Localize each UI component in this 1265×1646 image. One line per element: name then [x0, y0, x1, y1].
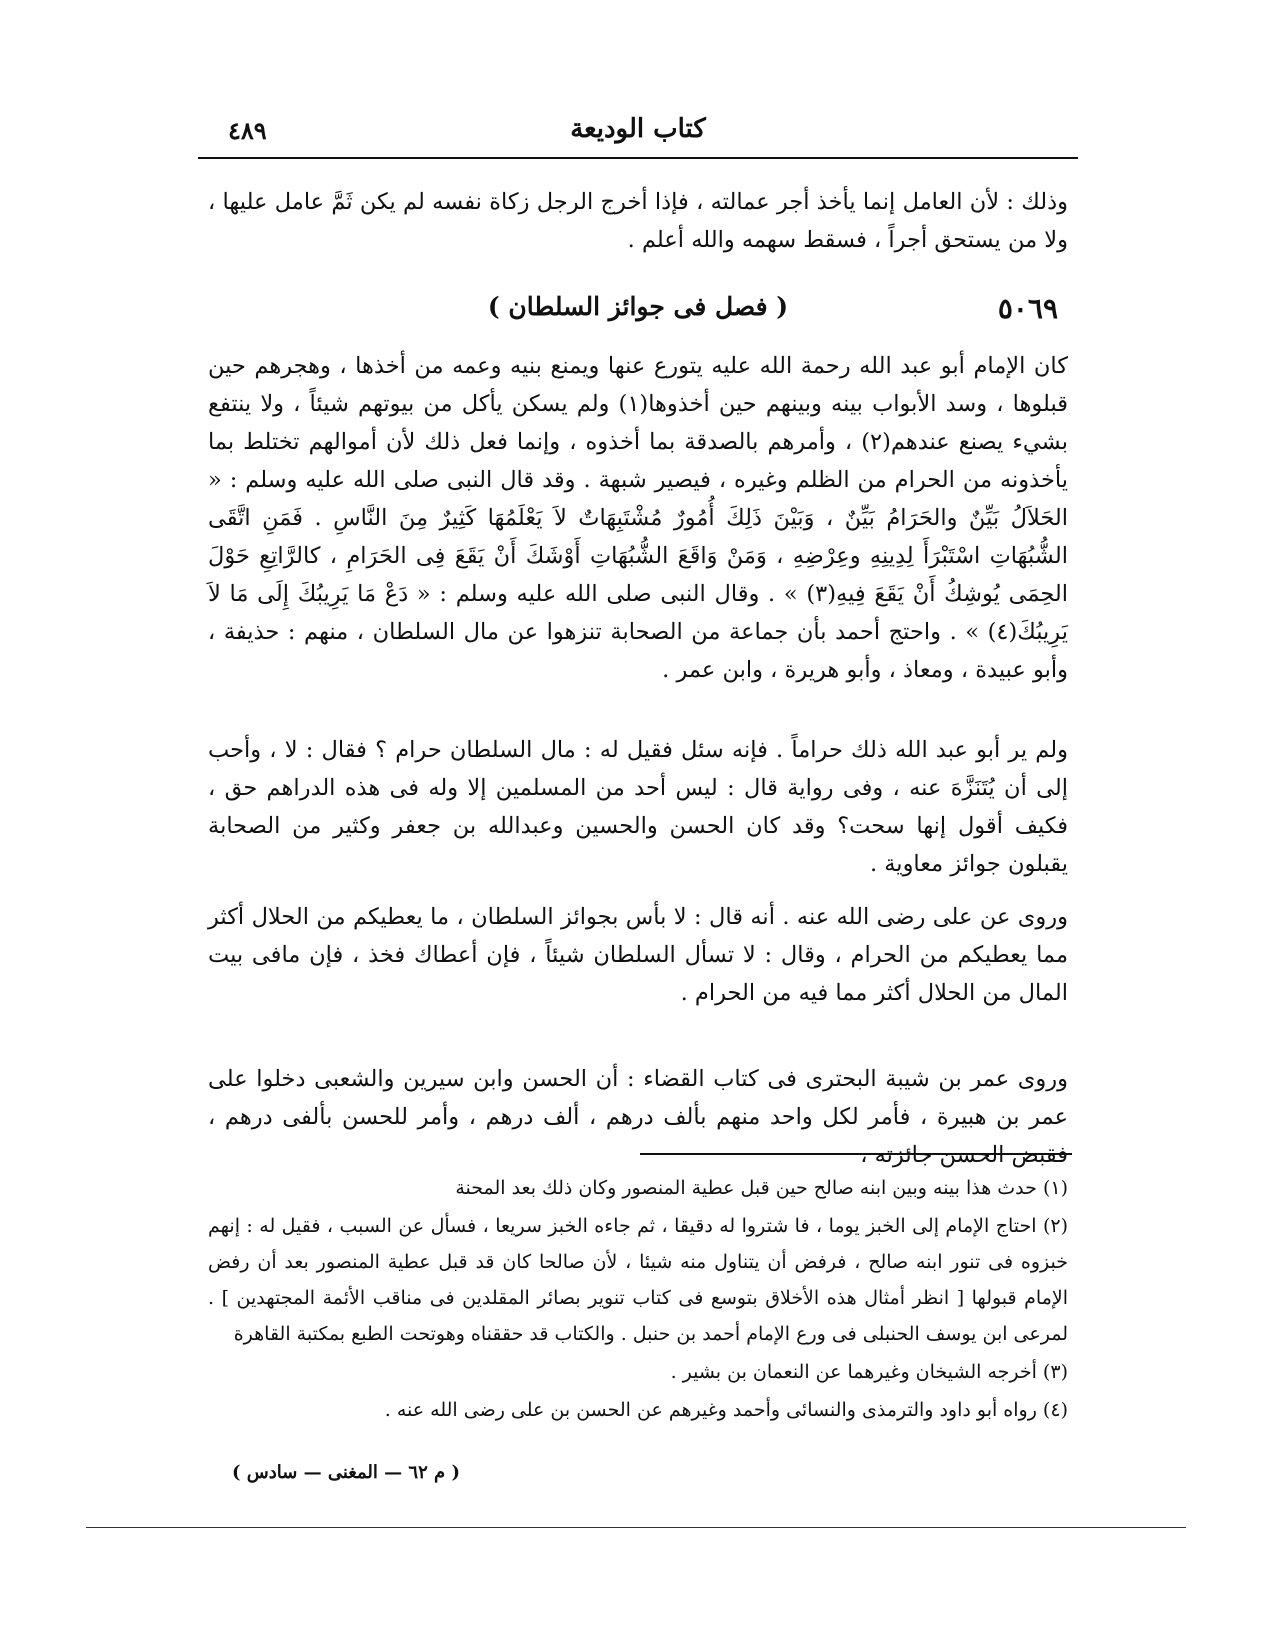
body-paragraph: وروى عمر بن شيبة البحترى فى كتاب القضاء : أن الحسن وابن سيرين والشعبى دخلوا على عمر بن هبيرة ، فأمر لكل واحد منهم بألف درهم ، ألف درهم ، وأمر للحسن بألفى درهم ، فقبض الحسن جائزته ، — [208, 1066, 1068, 1168]
footnote: (٣) أخرجه الشيخان وغيرهما عن النعمان بن بشير . — [670, 1361, 1068, 1383]
page-number: ٤٨٩ — [228, 116, 267, 145]
body-paragraph: كان الإمام أبو عبد الله رحمة الله عليه يتورع عنها ويمنع بنيه وعمه من أخذها ، وهجرهم حين قبلوها ، وسد الأبواب بينه وبينهم حين أخذوها(١) ولم يسكن يأكل من بيوتهم شيئاً ، ولا ينتفع بشيء يصنع عندهم(٢) ، وأمرهم بالصدقة بما أخذوه ، وإنما فعل ذلك لأن أموالهم تختلط بما يأخذونه من الحرام من الظلم وغيره ، فيصير شبهة . وقد قال النبى صلى الله عليه وسلم : « الحَلاَلُ بَيِّنٌ والحَرَامُ بَيِّنٌ ، وَبَيْنَ ذَلِكَ أُمُورٌ مُشْتَبِهَاتٌ لاَ يَعْلَمُهَا كَثِيرٌ مِنَ النَّاسِ . فَمَنِ اتَّقَى الشُّبُهَاتِ اسْتَبْرَأَ لِدِينِهِ وعِرْضِهِ ، وَمَنْ وَاقَعَ الشُّبُهَاتِ أَوْشَكَ أَنْ يَقَعَ فِى الحَرَامِ ، كالرَّاتِعِ حَوْلَ الحِمَى يُوشِكُ أَنْ يَقَعَ فِيهِ(٣) » . وقال النبى صلى الله عليه وسلم : « دَعْ مَا يَرِيبُكَ إِلَى مَا لاَ يَرِيبُكَ(٤) » . واحتج أحمد بأن جماعة من الصحابة تنزهوا عن مال السلطان ، منهم : حذيفة ، وأبو عبيدة ، ومعاذ ، وأبو هريرة ، وابن عمر . — [208, 353, 1068, 683]
footnote: (١) حدث هذا بينه وبين ابنه صالح حين قبل عطية المنصور وكان ذلك بعد المحنة — [455, 1177, 1068, 1199]
bottom-rule — [86, 1527, 1186, 1528]
body-paragraph: وروى عن على رضى الله عنه . أنه قال : لا بأس بجوائز السلطان ، ما يعطيكم من الحلال أكثر مما يعطيكم من الحرام ، وقال : لا تسأل السلطان شيئاً ، فإن أعطاك فخذ ، فإن مافى بيت المال من الحلال أكثر مما فيه من الحرام . — [208, 904, 1068, 1006]
header-rule — [198, 157, 1078, 159]
footnote: (٤) رواه أبو داود والترمذى والنسائى وأحمد وغيرهم عن الحسن بن على رضى الله عنه . — [384, 1399, 1068, 1421]
section-heading — [208, 288, 1068, 332]
section-number: ٥٠٦٩ — [997, 292, 1058, 325]
footnote-rule — [640, 1153, 1072, 1155]
intro-paragraph: وذلك : لأن العامل إنما يأخذ أجر عمالته ، فإذا أخرج الرجل زكاة نفسه لم يكن ثَمَّ عامل عليها ، ولا من يستحق أجراً ، فسقط سهمه والله أعلم . — [208, 189, 1068, 253]
body-paragraph: ولم ير أبو عبد الله ذلك حراماً . فإنه سئل فقيل له : مال السلطان حرام ؟ فقال : لا ، وأحب إلى أن يُتَنَزَّهَ عنه ، وفى رواية قال : ليس أحد من المسلمين إلا وله فى هذه الدراهم حق ، فكيف أقول إنها سحت؟ وقد كان الحسن والحسين وعبدالله بن جعفر وكثير من الصحابة يقبلون جوائز معاوية . — [208, 737, 1068, 877]
running-title: كتاب الوديعة — [570, 114, 706, 144]
printer-signature: ( م ٦٢ — المغنى — سادس ) — [232, 1462, 460, 1483]
page-header — [198, 108, 1078, 158]
footnote: (٢) احتاج الإمام إلى الخبز يوما ، فا شتروا له دقيقا ، ثم جاءه الخبز سريعا ، فسأل عن السبب ، فقيل له : إنهم خبزوه فى تنور ابنه صالح ، فرفض أن يتناول منه شيئا ، لأن صالحا كان قد قبل عطية المنصور بعد أن رفض الإمام قبولها [ انظر أمثال هذه الأخلاق بتوسع فى كتاب تنوير بصائر المقلدين فى مناقب الأئمة المجتهدين ] . لمرعى ابن يوسف الحنبلى فى ورع الإمام أحمد بن حنبل . والكتاب قد حققناه وهوتحت الطبع بمكتبة القاهرة — [208, 1215, 1068, 1345]
footnotes — [208, 1170, 1068, 1430]
section-title: ( فصل فى جوائز السلطان ) — [487, 292, 789, 321]
